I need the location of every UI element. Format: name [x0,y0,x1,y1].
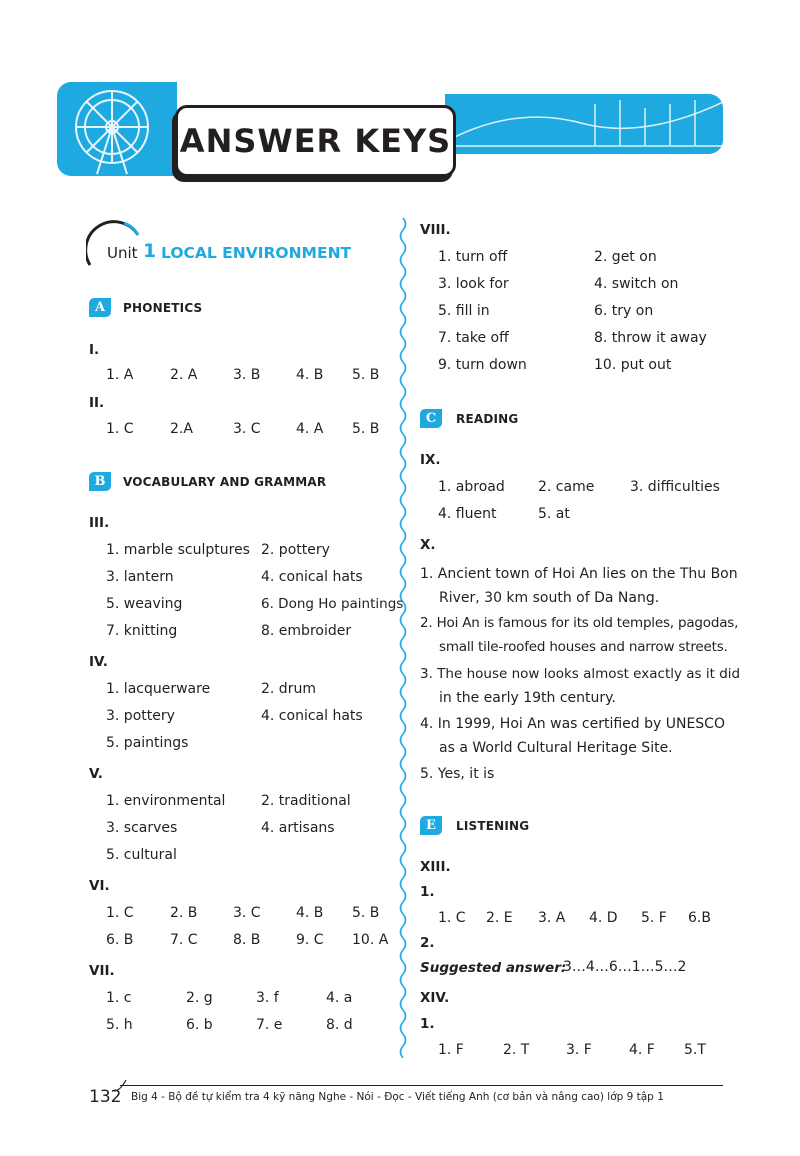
answer: 7. knitting [106,623,178,639]
exercise-7-label: VII. [89,963,115,979]
answer: 3. A [538,910,566,926]
answer: 1. abroad [438,479,505,495]
answer: 4. switch on [594,276,679,292]
section-e-badge: E [420,816,442,835]
answer: 3. B [233,367,261,383]
answer-line: small tile-roofed houses and narrow streets. [439,639,728,655]
answer: 7. C [170,932,198,948]
answer: 1. environmental [106,793,226,809]
exercise-2-label: II. [89,395,105,411]
section-b-badge: B [89,472,111,491]
answer: 2. pottery [261,542,330,558]
unit-label: Unit [107,244,138,262]
answer: 8. B [233,932,261,948]
exercise-1-label: I. [89,342,100,358]
answer: 3. scarves [106,820,178,836]
answer: 6.B [688,910,711,926]
exercise-13-part2-label: 2. [420,935,435,951]
answer: 5. fill in [438,303,490,319]
answer: 3. look for [438,276,509,292]
answer: 1. F [438,1042,464,1058]
answer: 5. B [352,421,380,437]
answer: 7. e [256,1017,283,1033]
answer: 1. turn off [438,249,508,265]
answer-line: 4. In 1999, Hoi An was certified by UNESCO [420,716,725,732]
answer: 4. D [589,910,618,926]
answer: 3. lantern [106,569,174,585]
section-c-title: READING [456,412,519,426]
answer: 1. C [106,421,134,437]
answer: 10. put out [594,357,672,373]
answer: 1. marble sculptures [106,542,250,558]
unit-number: 1 [143,240,157,262]
exercise-3-label: III. [89,515,110,531]
page-number: 132 [89,1087,122,1107]
answer: 3. C [233,905,261,921]
answer: 3. f [256,990,279,1006]
answer-line: 3. The house now looks almost exactly as it did [420,666,741,682]
answer: 6. try on [594,303,654,319]
answer: 1. C [438,910,466,926]
answer-paragraph [420,712,730,760]
page-title: ANSWER KEYS [179,122,452,160]
answer-paragraph [420,611,739,659]
answer: 8. d [326,1017,353,1033]
answer-paragraph [420,562,738,610]
column-divider [396,218,410,1058]
answer: 2. g [186,990,213,1006]
answer: 5. paintings [106,735,189,751]
answer: 2. T [503,1042,530,1058]
answer: 5. h [106,1017,133,1033]
exercise-4-label: IV. [89,654,108,670]
answer: 4. conical hats [261,708,363,724]
answer: 3. pottery [106,708,175,724]
exercise-9-label: IX. [420,452,441,468]
answer-paragraph [420,762,730,786]
answer: 2. get on [594,249,657,265]
answer: 9. C [296,932,324,948]
exercise-8-label: VIII. [420,222,451,238]
answer: 10. A [352,932,389,948]
exercise-6-label: VI. [89,878,110,894]
section-a-badge: A [89,298,111,317]
suggested-answer-label: Suggested answer: [420,960,567,976]
answer-line: 2. Hoi An is famous for its old temples, pagodas, [420,615,739,631]
unit-title: LOCAL ENVIRONMENT [161,244,352,262]
section-b-title: VOCABULARY AND GRAMMAR [123,475,327,489]
answer: 2. A [170,367,198,383]
bridge-icon [445,94,723,154]
footer-text: Big 4 - Bộ đề tự kiểm tra 4 kỹ năng Nghe - Nói - Đọc - Viết tiếng Anh (cơ bản và nâng cao) lớp 9 tập 1 [131,1091,664,1103]
answer: 6. B [106,932,134,948]
footer-divider [120,1085,723,1086]
answer: 5. B [352,367,380,383]
section-c-badge: C [420,409,442,428]
answer: 8. throw it away [594,330,707,346]
answer: 3. F [566,1042,592,1058]
answer: 5. F [641,910,667,926]
answer: 9. turn down [438,357,527,373]
answer: 2. drum [261,681,316,697]
title-box [175,105,456,177]
answer: 4. fluent [438,506,497,522]
answer: 6. Dong Ho paintings [261,596,404,612]
answer: 8. embroider [261,623,352,639]
answer-line: 5. Yes, it is [420,766,495,782]
header-banner-right [445,94,723,154]
suggested-answer-value: 3…4…6…1…5…2 [563,959,687,975]
answer: 2. E [486,910,513,926]
answer: 5. B [352,905,380,921]
answer: 5. weaving [106,596,183,612]
exercise-14-part1-label: 1. [420,1016,435,1032]
exercise-10-label: X. [420,537,436,553]
exercise-14-label: XIV. [420,990,450,1006]
answer: 4. F [629,1042,655,1058]
answer: 1. C [106,905,134,921]
answer-line: River, 30 km south of Da Nang. [439,590,660,606]
answer-line: 1. Ancient town of Hoi An lies on the Thu Bon [420,566,738,582]
answer: 2. traditional [261,793,351,809]
answer-line: in the early 19th century. [439,690,616,706]
answer: 4. B [296,905,324,921]
exercise-13-part1-label: 1. [420,884,435,900]
answer: 7. take off [438,330,509,346]
answer: 2. B [170,905,198,921]
exercise-5-label: V. [89,766,103,782]
answer: 4. artisans [261,820,335,836]
answer: 3. difficulties [630,479,720,495]
exercise-13-label: XIII. [420,859,451,875]
answer: 4. A [296,421,324,437]
answer: 3. C [233,421,261,437]
answer: 4. conical hats [261,569,363,585]
answer: 1. A [106,367,134,383]
answer: 6. b [186,1017,213,1033]
answer: 2.A [170,421,193,437]
answer: 2. came [538,479,595,495]
answer: 4. B [296,367,324,383]
answer-paragraph [420,662,741,710]
answer: 5.T [684,1042,706,1058]
answer-line: as a World Cultural Heritage Site. [439,740,673,756]
answer: 1. c [106,990,132,1006]
section-e-title: LISTENING [456,819,530,833]
section-a-title: PHONETICS [123,301,203,315]
answer: 5. cultural [106,847,177,863]
answer: 1. lacquerware [106,681,211,697]
header-banner-left [57,82,177,176]
answer: 4. a [326,990,353,1006]
answer: 5. at [538,506,570,522]
ferris-wheel-icon [57,82,177,176]
